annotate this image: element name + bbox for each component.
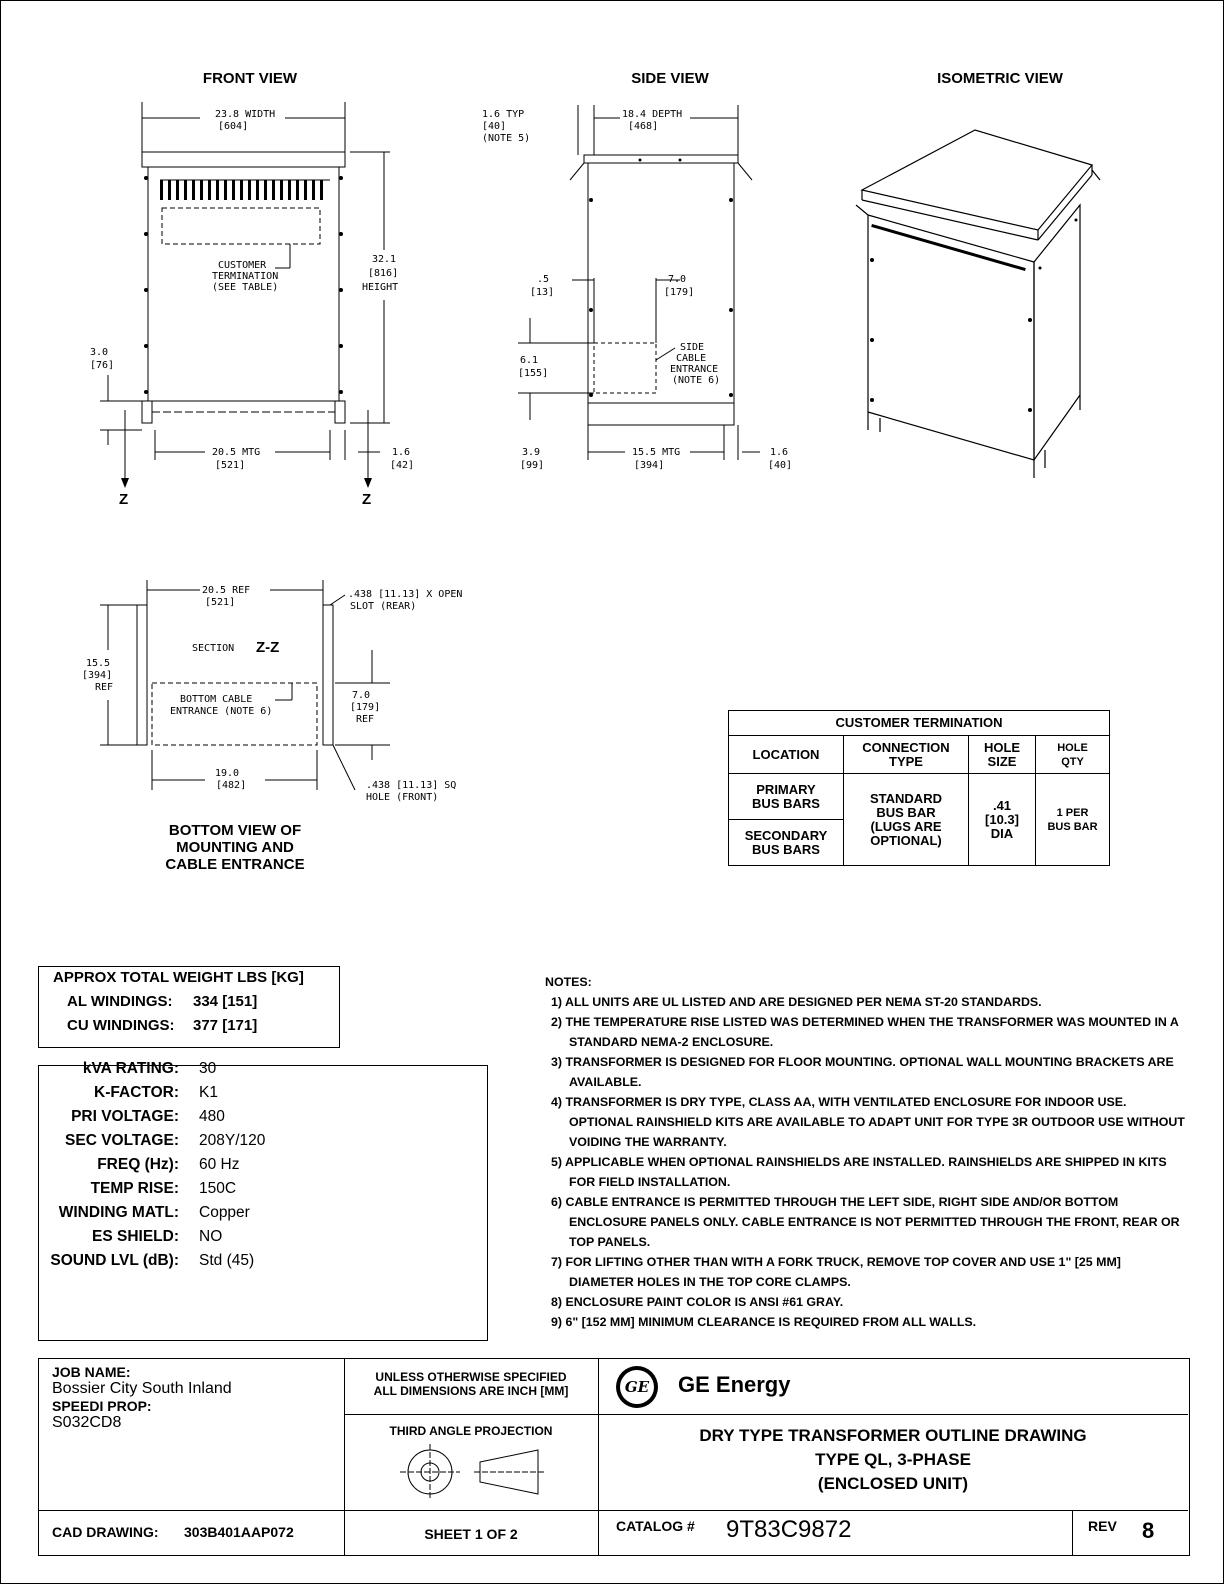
side-depth-dim: 18.4 DEPTH — [622, 109, 683, 120]
conn-3: (LUGS ARE — [870, 818, 942, 834]
side-typ-note: (NOTE 5) — [482, 133, 531, 144]
sheet-number: SHEET 1 OF 2 — [424, 1526, 518, 1542]
side-b-dim: 7.0 — [668, 274, 687, 285]
front-term-label-3: (SEE TABLE) — [212, 282, 279, 293]
drawing-title-1: DRY TYPE TRANSFORMER OUTLINE DRAWING — [699, 1426, 1087, 1445]
bottom-mtg-mm: [482] — [216, 780, 247, 791]
customer-termination-table — [728, 710, 1110, 866]
header-connection — [844, 736, 969, 774]
side-entr-2: CABLE — [676, 353, 707, 364]
drawing-title — [598, 1424, 1188, 1496]
note-item: 7) FOR LIFTING OTHER THAN WITH A FORK TRUCK, REMOVE TOP COVER AND USE 1" [25 MM] DIAMETER HOLES IN THE TOP CORE CLAMPS. — [551, 1255, 1121, 1289]
dimension-note — [344, 1370, 598, 1398]
front-base-height: 3.0 — [90, 347, 109, 358]
front-height-mm: [816] — [368, 268, 399, 279]
rating-row — [39, 1228, 479, 1252]
bottom-section-mark: Z-Z — [256, 639, 280, 656]
front-term-label-1: CUSTOMER — [218, 260, 267, 271]
side-view-title: SIDE VIEW — [631, 70, 709, 87]
ge-logo-icon — [614, 1364, 660, 1410]
rating-row — [39, 1084, 479, 1108]
bottom-title-line-2: MOUNTING AND — [176, 839, 294, 856]
rating-label: SOUND LVL (dB): — [50, 1252, 179, 1269]
front-height-dim: 32.1 — [372, 254, 397, 265]
bottom-depth-mm: [394] — [82, 670, 113, 681]
conn-2: BUS BAR — [876, 804, 936, 820]
front-mtg-mm: [521] — [215, 460, 246, 471]
front-mtg-dim: 20.5 MTG — [212, 447, 261, 458]
rating-row — [39, 1252, 479, 1276]
front-edge-dim: 1.6 — [392, 447, 411, 458]
side-entr-1: SIDE — [680, 342, 705, 353]
rev-number: 8 — [1142, 1518, 1155, 1543]
rating-label: WINDING MATL: — [58, 1204, 179, 1221]
job-name: Bossier City South Inland — [52, 1380, 232, 1397]
rating-label: kVA RATING: — [82, 1060, 179, 1077]
size-1: .41 — [992, 797, 1012, 813]
side-d-mm: [99] — [520, 460, 545, 471]
side-edge-dim: 1.6 — [770, 447, 789, 458]
rating-value: 208Y/120 — [199, 1132, 266, 1149]
title-block — [38, 1358, 1188, 1556]
note-item: 1) ALL UNITS ARE UL LISTED AND ARE DESIGNED PER NEMA ST-20 STANDARDS. — [551, 995, 1042, 1009]
note-item: 9) 6" [152 MM] MINIMUM CLEARANCE IS REQUIRED FROM ALL WALLS. — [551, 1315, 977, 1329]
bottom-hole-2: HOLE (FRONT) — [366, 792, 439, 803]
unless-line-1: UNLESS OTHERWISE SPECIFIED — [375, 1370, 567, 1384]
bottom-ref-dim: 20.5 REF — [202, 585, 251, 596]
header-hole-size — [969, 736, 1036, 774]
conn-4: OPTIONAL) — [870, 832, 942, 848]
rating-row — [39, 1060, 479, 1084]
cu-windings-label: CU WINDINGS: — [67, 1017, 175, 1034]
ge-logo-text: GE — [624, 1378, 650, 1396]
bottom-ref-mm: [521] — [205, 597, 236, 608]
rating-value: Std (45) — [199, 1252, 255, 1269]
front-width-mm: [604] — [218, 121, 249, 132]
primary-2: BUS BARS — [752, 795, 820, 811]
speedi-prop: S032CD8 — [52, 1414, 122, 1431]
bottom-view-title — [120, 822, 350, 873]
rev-label: REV — [1088, 1518, 1117, 1534]
rating-value: Copper — [199, 1204, 250, 1221]
front-width-dim: 23.8 WIDTH — [215, 109, 276, 120]
table-title: CUSTOMER TERMINATION — [729, 711, 1110, 736]
company-name: GE Energy — [678, 1372, 791, 1397]
bottom-hole-1: .438 [11.13] SQ — [366, 780, 457, 791]
cad-drawing-number: 303B401AAP072 — [184, 1524, 294, 1540]
rating-label: TEMP RISE: — [90, 1180, 179, 1197]
rating-row — [39, 1204, 479, 1228]
bottom-slot-1: .438 [11.13] X OPEN — [348, 589, 463, 600]
rating-label: FREQ (Hz): — [97, 1156, 179, 1173]
rating-label: ES SHIELD: — [92, 1228, 179, 1245]
rating-label: K-FACTOR: — [94, 1084, 179, 1101]
side-entr-4: (NOTE 6) — [672, 375, 721, 386]
catalog-label: CATALOG # — [616, 1518, 695, 1534]
job-name-label: JOB NAME: — [52, 1364, 131, 1380]
rating-value: 150C — [199, 1180, 237, 1197]
notes-section — [545, 972, 1185, 1332]
bottom-entr-1: BOTTOM CABLE — [180, 694, 253, 705]
front-view-title: FRONT VIEW — [202, 70, 298, 87]
bottom-title-line-1: BOTTOM VIEW OF — [168, 822, 302, 839]
front-height-label: HEIGHT — [362, 282, 399, 293]
bottom-title-line-3: CABLE ENTRANCE — [165, 856, 305, 873]
rating-value: NO — [199, 1228, 223, 1245]
side-typ-mm: [40] — [482, 121, 507, 132]
note-item: 8) ENCLOSURE PAINT COLOR IS ANSI #61 GRAY. — [551, 1295, 844, 1309]
note-item: 5) APPLICABLE WHEN OPTIONAL RAINSHIELDS ARE INSTALLED. RAINSHIELDS ARE SHIPPED IN KITS FOR FIELD INSTALLATION. — [551, 1155, 1167, 1189]
side-mtg-dim: 15.5 MTG — [632, 447, 681, 458]
cu-windings-value: 377 [171] — [193, 1017, 258, 1034]
section-mark-left: Z — [119, 491, 129, 508]
drawing-title-3: (ENCLOSED UNIT) — [817, 1474, 969, 1493]
secondary-2: BUS BARS — [752, 841, 820, 857]
header-location — [729, 736, 844, 774]
section-mark-right: Z — [362, 491, 372, 508]
rating-value: 480 — [199, 1108, 225, 1125]
projection-label: THIRD ANGLE PROJECTION — [389, 1424, 553, 1438]
side-c-dim: 6.1 — [520, 355, 539, 366]
bottom-section-label: SECTION — [192, 643, 235, 654]
header-location-text: LOCATION — [752, 746, 820, 762]
cad-drawing-label: CAD DRAWING: — [52, 1524, 159, 1540]
bottom-entr-2: ENTRANCE (NOTE 6) — [170, 706, 273, 717]
side-c-mm: [155] — [518, 368, 549, 379]
cell-hole-size — [969, 774, 1036, 866]
rating-row — [39, 1108, 479, 1132]
al-windings-value: 334 [151] — [193, 993, 258, 1010]
note-item: 3) TRANSFORMER IS DESIGNED FOR FLOOR MOUNTING. OPTIONAL WALL MOUNTING BRACKETS ARE AVAILABLE. — [551, 1055, 1174, 1089]
side-a-dim: .5 — [537, 274, 550, 285]
bottom-depth-ref: REF — [95, 682, 114, 693]
speedi-prop-label: SPEEDI PROP: — [52, 1398, 152, 1414]
side-entr-3: ENTRANCE — [670, 364, 719, 375]
header-hole-qty-1: HOLE — [1057, 741, 1088, 754]
front-base-height-mm: [76] — [90, 360, 115, 371]
qty-2: BUS BAR — [1047, 820, 1098, 833]
header-hole-size-2: SIZE — [987, 753, 1017, 769]
weight-title: APPROX TOTAL WEIGHT LBS [KG] — [53, 969, 304, 986]
isometric-view-title: ISOMETRIC VIEW — [937, 70, 1063, 87]
side-b-mm: [179] — [664, 287, 695, 298]
side-depth-mm: [468] — [628, 121, 659, 132]
side-d-dim: 3.9 — [522, 447, 541, 458]
note-item: 4) TRANSFORMER IS DRY TYPE, CLASS AA, WITH VENTILATED ENCLOSURE FOR INDOOR USE. OPTIONAL RAINSHIELD KITS ARE AVAILABLE TO ADAPT UNIT FOR TYPE 3R OUTDOOR USE WITHOUT VOIDING THE WARRANTY. — [551, 1095, 1185, 1149]
drawing-title-2: TYPE QL, 3-PHASE — [815, 1450, 971, 1469]
al-windings-label: AL WINDINGS: — [67, 993, 173, 1010]
conn-1: STANDARD — [870, 790, 942, 806]
row-secondary — [729, 820, 844, 866]
bottom-slot-2: SLOT (REAR) — [350, 601, 417, 612]
side-mtg-mm: [394] — [634, 460, 665, 471]
rating-value: 60 Hz — [199, 1156, 240, 1173]
rating-label: SEC VOLTAGE: — [65, 1132, 179, 1149]
row-primary — [729, 774, 844, 820]
header-hole-size-1: HOLE — [983, 739, 1021, 755]
header-hole-qty — [1036, 736, 1110, 774]
note-item: 2) THE TEMPERATURE RISE LISTED WAS DETERMINED WHEN THE TRANSFORMER WAS MOUNTED IN A STANDARD NEMA-2 ENCLOSURE. — [551, 1015, 1179, 1049]
bottom-side-mm: [179] — [350, 702, 381, 713]
rating-row — [39, 1156, 479, 1180]
notes-title: NOTES: — [545, 975, 592, 989]
ratings-box — [38, 1060, 488, 1341]
rating-label: PRI VOLTAGE: — [71, 1108, 179, 1125]
cell-hole-qty — [1036, 774, 1110, 866]
rating-row — [39, 1132, 479, 1156]
rating-value: 30 — [199, 1060, 217, 1077]
bottom-depth-dim: 15.5 — [86, 658, 111, 669]
rating-row — [39, 1180, 479, 1204]
bottom-mtg-dim: 19.0 — [215, 768, 240, 779]
rating-value: K1 — [199, 1084, 218, 1101]
unless-line-2: ALL DIMENSIONS ARE INCH [MM] — [373, 1384, 569, 1398]
weight-box — [38, 966, 340, 1048]
bottom-side-ref: REF — [356, 714, 375, 725]
header-connection-2: TYPE — [889, 753, 923, 769]
side-typ-dim: 1.6 TYP — [482, 109, 525, 120]
third-angle-projection-icon — [398, 1442, 548, 1502]
side-edge-mm: [40] — [768, 460, 793, 471]
catalog-number: 9T83C9872 — [726, 1516, 852, 1543]
front-term-label-2: TERMINATION — [212, 271, 279, 282]
size-3: DIA — [990, 825, 1014, 841]
secondary-1: SECONDARY — [744, 827, 828, 843]
front-edge-mm: [42] — [390, 460, 415, 471]
note-item: 6) CABLE ENTRANCE IS PERMITTED THROUGH THE LEFT SIDE, RIGHT SIDE AND/OR BOTTOM ENCLOSURE PANELS ONLY. CABLE ENTRANCE IS NOT PERMITTED THROUGH THE FRONT, REAR OR TOP PANELS. — [551, 1195, 1180, 1249]
header-hole-qty-2: QTY — [1061, 755, 1084, 768]
cell-connection — [844, 774, 969, 866]
header-connection-1: CONNECTION — [862, 739, 950, 755]
bottom-side-dim: 7.0 — [352, 690, 371, 701]
size-2: [10.3] — [985, 811, 1019, 827]
primary-1: PRIMARY — [756, 781, 816, 797]
side-a-mm: [13] — [530, 287, 555, 298]
qty-1: 1 PER — [1056, 806, 1089, 819]
